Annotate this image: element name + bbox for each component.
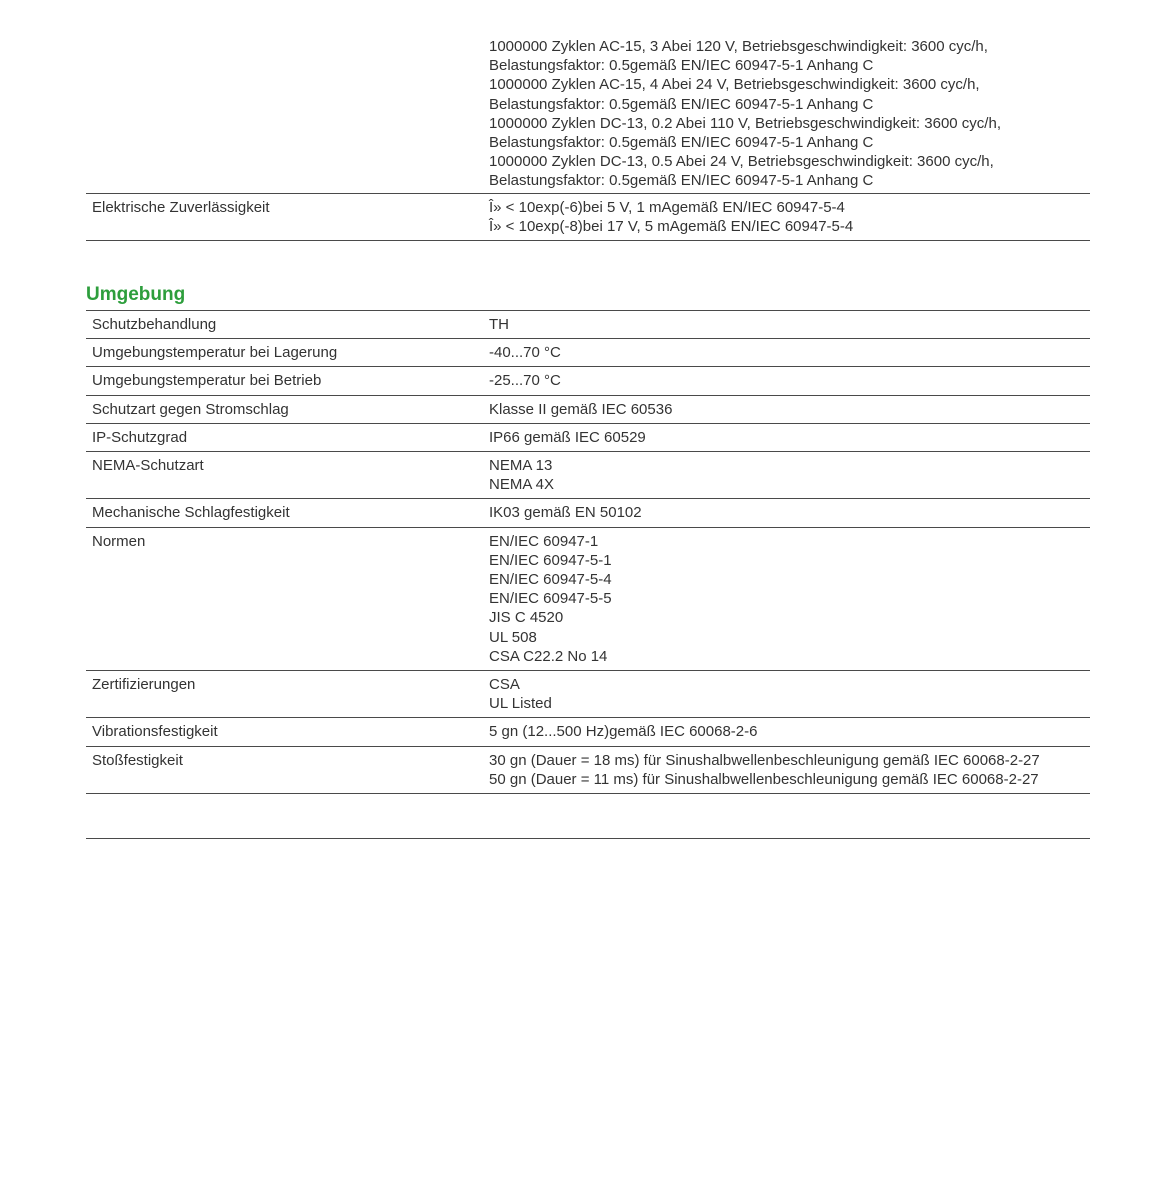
row-label: Normen bbox=[92, 532, 146, 550]
value-line: EN/IEC 60947-5-4 bbox=[489, 571, 612, 589]
row-label: IP-Schutzgrad bbox=[92, 428, 188, 446]
value-line: Î» < 10exp(-8)bei 17 V, 5 mAgemäß EN/IEC 60947-5-4 bbox=[489, 217, 854, 235]
value-line: JIS C 4520 bbox=[489, 609, 564, 627]
row-value bbox=[489, 400, 1090, 419]
section-title: Umgebung bbox=[86, 284, 186, 305]
row-label: Umgebungstemperatur bei Betrieb bbox=[92, 372, 322, 390]
row-value bbox=[489, 343, 1090, 362]
row-label: Vibrationsfestigkeit bbox=[92, 723, 218, 741]
row-label: Elektrische Zuverlässigkeit bbox=[92, 198, 270, 216]
table-row bbox=[86, 671, 1090, 718]
value-line: EN/IEC 60947-1 bbox=[489, 532, 599, 550]
table-row bbox=[86, 424, 1090, 452]
value-line: CSA C22.2 No 14 bbox=[489, 647, 608, 665]
table-row bbox=[86, 499, 1090, 527]
table-row bbox=[86, 452, 1090, 499]
value-line: 1000000 Zyklen AC-15, 3 Abei 120 V, Betriebsgeschwindigkeit: 3600 cyc/h, bbox=[489, 38, 988, 55]
value-line: IP66 gemäß IEC 60529 bbox=[489, 428, 646, 446]
table-row bbox=[86, 528, 1090, 671]
row-value bbox=[489, 751, 1090, 789]
value-line: Belastungsfaktor: 0.5gemäß EN/IEC 60947-5-1 Anhang C bbox=[489, 134, 874, 152]
table-row bbox=[86, 396, 1090, 424]
value-line: Î» < 10exp(-6)bei 5 V, 1 mAgemäß EN/IEC 60947-5-4 bbox=[489, 198, 845, 216]
value-line: NEMA 13 bbox=[489, 457, 553, 475]
value-line: CSA bbox=[489, 676, 520, 694]
value-line: Belastungsfaktor: 0.5gemäß EN/IEC 60947-5-1 Anhang C bbox=[489, 172, 874, 190]
row-label bbox=[86, 37, 489, 191]
table-row bbox=[86, 718, 1090, 746]
row-value bbox=[489, 428, 1090, 447]
table-row bbox=[86, 310, 1090, 339]
table-row bbox=[86, 339, 1090, 367]
row-value bbox=[489, 315, 1090, 334]
value-line: 1000000 Zyklen AC-15, 4 Abei 24 V, Betriebsgeschwindigkeit: 3600 cyc/h, bbox=[489, 76, 980, 94]
value-line: UL Listed bbox=[489, 695, 552, 713]
row-value bbox=[489, 37, 1090, 191]
row-label: Zertifizierungen bbox=[92, 676, 196, 694]
row-value bbox=[489, 675, 1090, 713]
table-row bbox=[86, 194, 1090, 241]
value-line: UL 508 bbox=[489, 628, 537, 646]
value-line: -40...70 °C bbox=[489, 344, 561, 362]
table-row bbox=[86, 367, 1090, 395]
spec-table-continued bbox=[86, 36, 1090, 241]
row-label: Umgebungstemperatur bei Lagerung bbox=[92, 344, 338, 362]
footer-divider bbox=[86, 838, 1090, 839]
value-line: Belastungsfaktor: 0.5gemäß EN/IEC 60947-5-1 Anhang C bbox=[489, 95, 874, 113]
value-line: EN/IEC 60947-5-5 bbox=[489, 590, 612, 608]
row-label: Schutzart gegen Stromschlag bbox=[92, 400, 289, 418]
row-label: Schutzbehandlung bbox=[92, 316, 217, 333]
table-row bbox=[86, 747, 1090, 794]
value-line: -25...70 °C bbox=[489, 372, 561, 390]
value-line: Klasse II gemäß IEC 60536 bbox=[489, 400, 673, 418]
row-value bbox=[489, 198, 1090, 236]
environment-section bbox=[86, 284, 1090, 794]
value-line: 1000000 Zyklen DC-13, 0.5 Abei 24 V, Betriebsgeschwindigkeit: 3600 cyc/h, bbox=[489, 153, 994, 171]
value-line: 30 gn (Dauer = 18 ms) für Sinushalbwellenbeschleunigung gemäß IEC 60068-2-27 bbox=[489, 751, 1040, 769]
row-value bbox=[489, 503, 1090, 522]
row-value bbox=[489, 532, 1090, 666]
row-value bbox=[489, 456, 1090, 494]
value-line: 5 gn (12...500 Hz)gemäß IEC 60068-2-6 bbox=[489, 723, 758, 741]
row-value bbox=[489, 371, 1090, 390]
value-line: TH bbox=[489, 316, 509, 333]
value-line: IK03 gemäß EN 50102 bbox=[489, 504, 642, 522]
value-line: NEMA 4X bbox=[489, 476, 555, 494]
row-label: Stoßfestigkeit bbox=[92, 751, 183, 769]
value-line: Belastungsfaktor: 0.5gemäß EN/IEC 60947-5-1 Anhang C bbox=[489, 57, 874, 75]
value-line: EN/IEC 60947-5-1 bbox=[489, 551, 612, 569]
table-row bbox=[86, 36, 1090, 194]
environment-table bbox=[86, 310, 1090, 794]
value-line: 1000000 Zyklen DC-13, 0.2 Abei 110 V, Betriebsgeschwindigkeit: 3600 cyc/h, bbox=[489, 114, 1001, 132]
value-line: 50 gn (Dauer = 11 ms) für Sinushalbwellenbeschleunigung gemäß IEC 60068-2-27 bbox=[489, 770, 1039, 788]
row-value bbox=[489, 722, 1090, 741]
row-label: NEMA-Schutzart bbox=[92, 457, 204, 475]
row-label: Mechanische Schlagfestigkeit bbox=[92, 504, 290, 522]
